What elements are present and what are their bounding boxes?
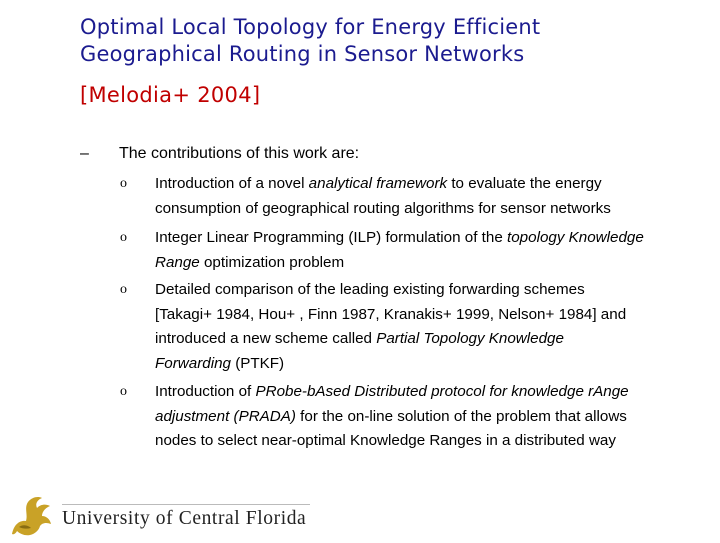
bullet-marker: o	[120, 384, 127, 399]
bullet-marker: o	[120, 176, 127, 191]
list-item	[155, 278, 710, 376]
text-segment: [Takagi+ 1984, Hou+ , Finn 1987, Kranakis+ 1999, Nelson+ 1984] and	[155, 305, 627, 323]
list-item-line	[155, 352, 710, 377]
list-item-line	[155, 172, 710, 197]
list-item-line	[155, 251, 710, 276]
text-segment: Detailed comparison of the leading existing forwarding schemes	[155, 281, 585, 298]
list-item-line	[155, 278, 710, 303]
list-item-line	[155, 327, 710, 352]
list-item-line	[155, 405, 710, 430]
text-segment: Introduction of a novel	[155, 175, 309, 192]
text-segment: for the on-line solution of the problem that allows	[295, 407, 627, 425]
lead-text: The contributions of this work are:	[119, 145, 360, 162]
italic-text: adjustment (PRADA)	[155, 407, 296, 425]
italic-text: Forwarding	[155, 354, 231, 372]
text-segment: optimization problem	[199, 253, 345, 271]
italic-text: PRobe-bAsed Distributed protocol for knowledge rAnge	[255, 383, 629, 400]
bullet-marker: o	[120, 230, 127, 245]
italic-text: Range	[155, 253, 200, 271]
list-item	[155, 172, 710, 221]
logo-rule	[62, 504, 310, 505]
italic-text: analytical framework	[308, 175, 448, 192]
list-item-line	[155, 226, 710, 251]
bullet-marker: o	[120, 282, 127, 297]
ucf-logo	[6, 494, 316, 538]
text-segment: consumption of geographical routing algorithms for sensor networks	[155, 199, 611, 217]
slide-title-line-1: Optimal Local Topology for Energy Efficient	[80, 15, 541, 39]
slide-title	[80, 14, 700, 68]
text-segment: to evaluate the energy	[447, 175, 602, 192]
pegasus-icon	[6, 494, 56, 538]
text-segment: Introduction of	[155, 383, 256, 400]
text-segment: nodes to select near-optimal Knowledge Ranges in a distributed way	[155, 432, 616, 449]
list-item-line	[155, 380, 710, 405]
list-item-line	[155, 429, 710, 454]
list-item	[155, 380, 710, 454]
italic-text: Partial Topology Knowledge	[376, 330, 564, 347]
italic-text: topology Knowledge	[507, 229, 644, 246]
text-segment: Integer Linear Programming (ILP) formulation of the	[155, 229, 508, 246]
dash-bullet: –	[80, 145, 89, 162]
slide-title-line-2: Geographical Routing in Sensor Networks	[80, 42, 525, 66]
citation: [Melodia+ 2004]	[80, 83, 261, 107]
list-item-line	[155, 303, 710, 328]
list-item-line	[155, 197, 710, 222]
text-segment: introduced a new scheme called	[155, 330, 377, 347]
list-item	[155, 226, 710, 275]
logo-text: University of Central Florida	[62, 508, 307, 529]
text-segment: (PTKF)	[230, 354, 285, 372]
